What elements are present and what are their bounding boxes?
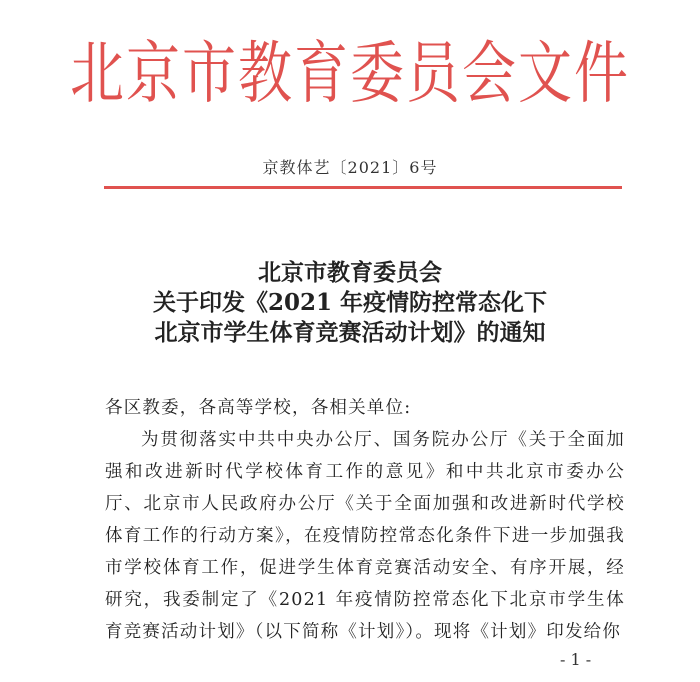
document-title (0, 258, 700, 348)
salutation: 各区教委，各高等学校，各相关单位: (105, 398, 412, 418)
title-line-2: 关于印发《2021 年疫情防控常态化下 (152, 289, 548, 316)
title-line-1: 北京市教育委员会 (258, 259, 442, 286)
body-paragraph: 为贯彻落实中共中央办公厅、国务院办公厅《关于全面加强和改进新时代学校体育工作的意见》和中共北京市委办公厅、北京市人民政府办公厅《关于全面加强和改进新时代学校体育工作的行动方案》，在疫情防控常态化条件下进一步加强我市学校体育工作，促进学生体育竞赛活动安全、有序开展，经研究，我委制定了《2021 年疫情防控常态化下北京市学生体育竞赛活动计划》（以下简称《计划》）。现将《计划》印发给你 (105, 430, 625, 642)
document-body (105, 392, 625, 648)
red-divider-line (104, 186, 622, 189)
page-number: - 1 - (560, 650, 592, 669)
document-number: 京教体艺〔2021〕6号 (262, 158, 438, 177)
document-masthead: 北京市教育委员会文件 (70, 33, 630, 113)
title-line-3: 北京市学生体育竞赛活动计划》的通知 (154, 319, 546, 346)
